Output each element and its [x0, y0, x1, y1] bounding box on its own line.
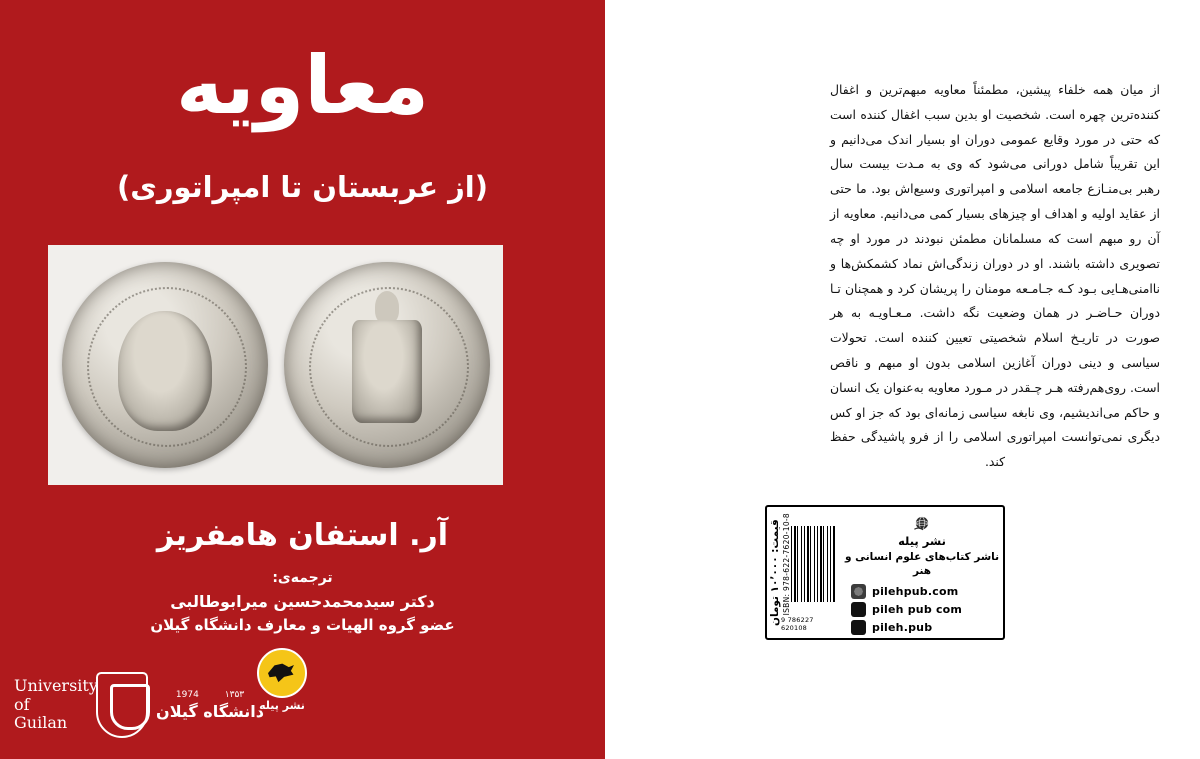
twitter-icon	[851, 602, 866, 617]
website-text: pilehpub.com	[872, 585, 959, 598]
globe-icon	[851, 584, 866, 599]
barcode-block	[781, 513, 835, 632]
book-subtitle: (از عربستان تا امپراتوری)	[117, 170, 488, 204]
university-name-en-line2: Guilan	[14, 713, 68, 733]
university-year-gregorian: 1974	[175, 689, 199, 700]
bird-icon	[268, 661, 294, 683]
coin-obverse	[62, 262, 268, 468]
book-author: آر. استفان هامفریز	[156, 518, 449, 553]
publisher-logo-mark-icon	[257, 648, 307, 698]
publisher-tagline: ناشر کتاب‌های علوم انسانی و هنر	[844, 550, 1000, 577]
university-name-fa: دانشگاه گیلان	[156, 701, 264, 721]
contact-row-website[interactable]	[851, 584, 991, 599]
globe-logo-icon	[905, 515, 939, 532]
isbn-text: ISBN: 978-622-7620-10-8	[782, 512, 791, 616]
university-name-en-line1: University of	[14, 676, 98, 714]
instagram-icon	[851, 620, 866, 635]
back-cover-blurb: از میان همه خلفاء پیشین، مطمئناً معاویه مبهم‌ترین و اغفال کننده‌ترین چهره است. شخصیت او بدین سبب اغفال کننده است که حتی در مورد وقایع عمومی دوران او بسیار اندک می‌دانیم و این تقریباً شامل دورانی می‌شود که وی به مـدت بیست سال رهبر بی‌منـازع جامعه اسلامی و امپراتوری وسیع‌اش بود. ما حتی از عقاید اولیه و اهداف او چیزهای بسیار کمی می‌دانیم. معاویه از آن رو مبهم است که مسلمانان مطمئن نبودند در مورد او چه تصویری داشته باشند. او در دوران زندگی‌اش نماد کشمکش‌ها و ناامنی‌هـایی بـود کـه جـامـعه مومنان را پریشان کرد و همچنان تـا دوران حـاضـر در همان وضعیت نگه داشت. مـعـاویـه به هر صورت در تاریـخ اسلام شخصیتی تعیین کننده است. تحولات سیاسی و دینی دوران آغازین اسلامی بدون او مبهم و ناقص است. روی‌هم‌رفته هـر چـقدر در مـورد معاویه به‌عنوان یک انسان و حاکم می‌اندیشیم، وی نابغه سیاسی زمانه‌ای بود که جز او کس دیگری نمی‌توانست امپراتوری اسلامی را از فرو پاشیدگی حفظ کند.	[830, 82, 1160, 470]
barcode-image	[791, 526, 835, 602]
contact-row-twitter[interactable]	[851, 602, 991, 617]
book-title: معاویه	[175, 39, 429, 132]
coin-bust-figure	[118, 311, 213, 430]
publisher-logo-label: نشر پیله	[259, 699, 305, 712]
university-year-persian: ۱۳۵۳	[224, 689, 245, 700]
cover-coin-photo	[48, 245, 503, 485]
publisher-details	[841, 507, 1003, 638]
publisher-info-box	[765, 505, 1005, 640]
coin-flame	[375, 291, 400, 324]
publisher-contact-list	[841, 584, 1003, 638]
university-name-en	[14, 676, 98, 733]
back-cover	[605, 0, 1200, 759]
translator-label: ترجمه‌ی:	[272, 570, 333, 586]
twitter-text: pileh pub com	[872, 603, 963, 616]
coin-fire-altar	[352, 320, 422, 423]
translator-name: دکتر سیدمحمدحسین میرابوطالبی	[170, 592, 435, 611]
coin-reverse	[284, 262, 490, 468]
translator-affiliation: عضو گروه الهیات و معارف دانشگاه گیلان	[150, 616, 455, 634]
contact-row-instagram[interactable]	[851, 620, 991, 635]
crest-inner-mark	[110, 684, 150, 730]
barcode-area	[767, 507, 841, 638]
price-label: قیمت: ۱۰٬۰۰۰ تومان	[769, 519, 781, 626]
instagram-text: pileh.pub	[872, 621, 933, 634]
university-crest-icon	[96, 672, 148, 738]
university-logo	[14, 663, 264, 747]
publisher-name: نشر پیله	[898, 534, 946, 549]
ean-digits: 9 786227 620108	[781, 616, 814, 633]
